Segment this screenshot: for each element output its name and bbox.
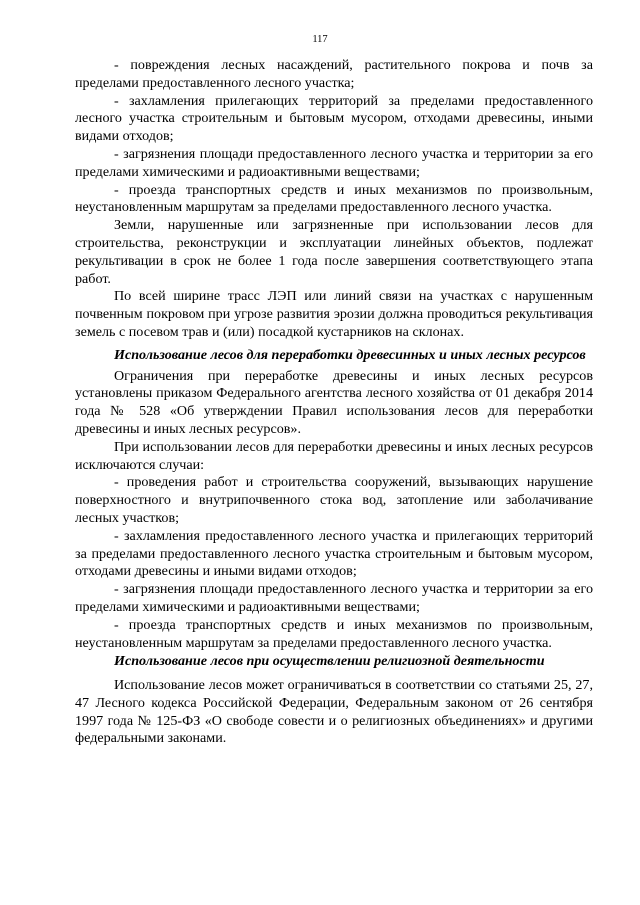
section-heading: Использование лесов для переработки древесинных и иных лесных ресурсов [114,346,586,363]
paragraph: Ограничения при переработке древесины и иных лесных ресурсов установлены приказом Федерального агентства лесного хозяйства от 01 декабря 2014 года № 528 «Об утверждении Правил использования лесов для переработки древесины и иных лесных ресурсов». [75,367,593,437]
paragraph: - повреждения лесных насаждений, растительного покрова и почв за пределами предоставленного лесного участка; [75,57,593,91]
paragraph: Использование лесов может ограничиваться в соответствии со статьями 25, 27, 47 Лесного кодекса Российской Федерации, Федеральным законом от 26 сентября 1997 года № 125-ФЗ «О свободе совести и о религиозных объединениях» и другими федеральными законами. [75,677,593,747]
paragraph: Земли, нарушенные или загрязненные при использовании лесов для строительства, реконструкции и эксплуатации линейных объектов, подлежат рекультивации в срок не более 1 года после завершения соответствующего этапа работ. [75,217,593,287]
section-heading: Использование лесов при осуществлении религиозной деятельности [114,653,545,670]
paragraph: По всей ширине трасс ЛЭП или линий связи на участках с нарушенным почвенным покровом при угрозе развития эрозии должна проводиться рекультивация земель с посевом трав и (или) посадкой кустарников на склонах. [75,288,593,340]
paragraph: - захламления предоставленного лесного участка и прилегающих территорий за пределами предоставленного лесного участка строительным и бытовым мусором, отходами древесины и иными видами отходов; [75,527,593,580]
paragraph: - захламления прилегающих территорий за пределами предоставленного лесного участка строительным и бытовым мусором, отходами древесины, иными видами отходов; [75,92,593,145]
paragraph: - проезда транспортных средств и иных механизмов по произвольным, неустановленным маршрутам за пределами предоставленного лесного участка. [75,616,593,651]
paragraph: - загрязнения площади предоставленного лесного участка и территории за его пределами химическими и радиоактивными веществами; [75,145,593,180]
paragraph: - загрязнения площади предоставленного лесного участка и территории за его пределами химическими и радиоактивными веществами; [75,581,593,615]
paragraph: При использовании лесов для переработки древесины и иных лесных ресурсов исключаются случаи: [75,438,593,473]
document-body [75,57,593,748]
paragraph: - проезда транспортных средств и иных механизмов по произвольным, неустановленным маршрутам за пределами предоставленного лесного участка. [75,181,593,216]
page-number: 117 [312,34,328,45]
paragraph: - проведения работ и строительства сооружений, вызывающих нарушение поверхностного и внутрипочвенного стока вод, затопление или заболачивание лесных участков; [75,474,593,526]
